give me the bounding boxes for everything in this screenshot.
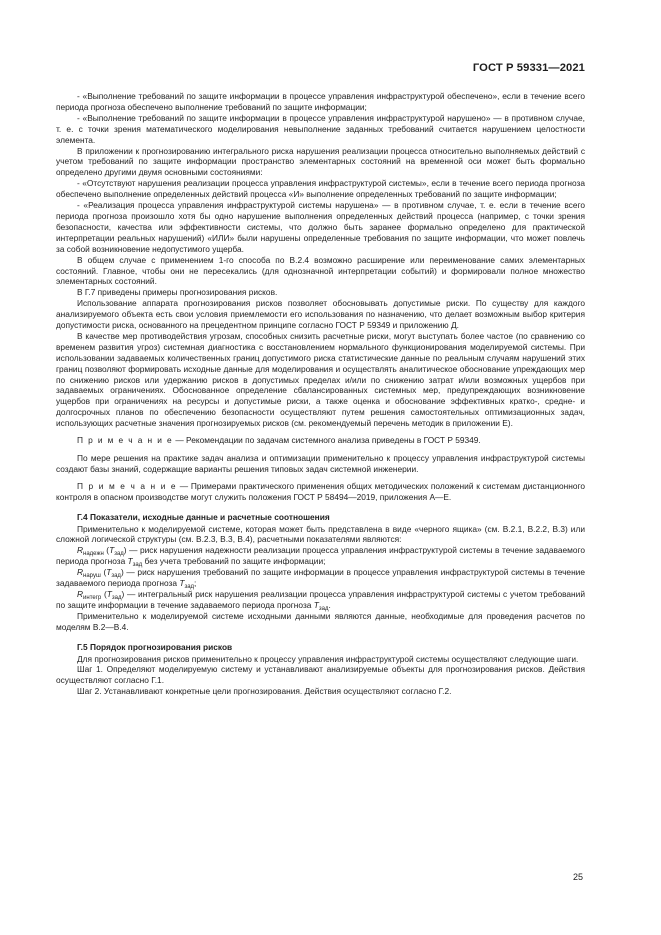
- indicator-item: $R_{интегр}$ $(T_{зад})$ — интегральный риск нарушения реализации процесса управления инфраструктурой системы с учетом требований по защите информации в течение задаваемого периода прогноза $T_{зад}$.: [56, 588, 585, 612]
- paragraph: В Г.7 приведены примеры прогнозирования рисков.: [77, 287, 278, 298]
- document-body: [56, 91, 585, 697]
- note: [56, 481, 585, 503]
- paragraph: - «Реализация процесса управления инфраструктурой системы нарушена» — в противном случае, т. е. если в течение всего периода прогноза произошло хотя бы одно нарушение выполнения определенных действий процесса (например, с точки зрения безопасности, качества или эффективности системы, что должно быть заранее формально определено для практической интерпретации реальных нарушений) «ИЛИ» были нарушены определенные требования по защите информации, что может повлечь за собой возникновение недопустимого ущерба.: [56, 200, 585, 254]
- note-label: П р и м е ч а н и е: [77, 480, 177, 491]
- paragraph: Использование аппарата прогнозирования рисков позволяет обосновывать допустимые риски. По существу для каждого анализируемого объекта есть свои условия приемлемости его использования по назначению, что делает возможным выбор критерия допустимости риска, основанного на прецедентном принципе согласно ГОСТ Р 59349 и приложению Д.: [56, 298, 585, 331]
- indicator-item: $R_{надежн}$ $(T_{зад})$ — риск нарушения надежности реализации процесса управления инфраструктурой системы в течение задаваемого периода прогноза $T_{зад}$ без учета требований по защите информации;: [56, 545, 585, 569]
- page-number: 25: [572, 872, 583, 882]
- paragraph: В общем случае с применением 1-го способа по В.2.4 возможно расширение или переименование самих элементарных состояний. Главное, чтобы они не пересекались (для однозначной интерпретации событий) и формировали полное множество элементарных состояний.: [56, 254, 585, 287]
- section-heading: Г.4 Показатели, исходные данные и расчетные соотношения: [77, 511, 330, 522]
- indicator-item: $R_{наруш}$ $(T_{зад})$ — риск нарушения требований по защите информации в процессе управления инфраструктурой системы в течение задаваемого периода прогноза $T_{зад}$;: [56, 567, 585, 591]
- paragraph: В приложении к прогнозированию интегрального риска нарушения реализации процесса относительно выполняемых действий с учетом требований по защите информации пространство элементарных состояний на временной оси может быть формально определено другими двумя основными состояниями:: [56, 145, 585, 178]
- paragraph: В качестве мер противодействия угрозам, способных снизить расчетные риски, могут выступать более частое (по сравнению со временем развития угроз) системная диагностика с восстановлением нормального функционирования моделируемой системы. При использовании задаваемых количественных границ допустимого риска статистические данные по реальным случаям нарушений этих границ позволяют формировать исходные данные для моделирования и осуществлять аналитическое обоснование упреждающих мер по снижению рисков или удержанию рисков в допустимых пределах и/или по снижению затрат и/или возможных ущербов при задаваемых ограничениях. Обоснованное определение сбалансированных системных мер, предупреждающих возникновение ущербов при ограничениях на ресурсы и допустимые риски, а также оценка и обоснование эффективных кратко-, средне- и долгосрочных планов по обеспечению безопасности осуществляют путем решения самостоятельных оптимизационных задач, использующих расчетные значения прогнозируемых рисков (см. рекомендуемый перечень методик в приложении Е).: [56, 330, 585, 429]
- paragraph: Применительно к моделируемой системе исходными данными являются данные, необходимые для проведения расчетов по моделям В.2—В.4.: [56, 610, 585, 632]
- paragraph: Применительно к моделируемой системе, которая может быть представлена в виде «черного ящика» (см. В.2.1, В.2.2, В.3) или сложной логической структуры (см. В.2.3, В.3, В.4), расчетными показателями являются:: [56, 523, 585, 545]
- note-text: — Рекомендации по задачам системного анализа приведены в ГОСТ Р 59349.: [173, 435, 481, 446]
- step-item: Шаг 1. Определяют моделируемую систему и устанавливают анализируемые объекты для прогнозирования рисков. Действия осуществляют согласно Г.1.: [56, 664, 585, 686]
- paragraph: Для прогнозирования рисков применительно к процессу управления инфраструктурой системы осуществляют следующие шаги.: [77, 653, 579, 664]
- section-heading: Г.5 Порядок прогнозирования рисков: [77, 641, 233, 652]
- step-item: Шаг 2. Устанавливают конкретные цели прогнозирования. Действия осуществляют согласно Г.2.: [77, 686, 452, 697]
- note-label: П р и м е ч а н и е: [77, 435, 174, 446]
- paragraph: - «Выполнение требований по защите информации в процессе управления инфраструктурой обеспечено», если в течение всего периода прогноза обеспечено выполнение требований по защите информации;: [56, 91, 585, 112]
- paragraph: - «Отсутствуют нарушения реализации процесса управления инфраструктурой системы», если в течение всего периода прогноза обеспечено выполнение определенных действий процесса «И» выполнение определенных требований по защите информации;: [56, 178, 585, 200]
- note: [56, 435, 585, 446]
- paragraph: По мере решения на практике задач анализа и оптимизации применительно к процессу управления инфраструктурой системы создают базы знаний, содержащие варианты решения типовых задач системной инженерии.: [56, 453, 585, 474]
- paragraph: - «Выполнение требований по защите информации в процессе управления инфраструктурой нарушено» — в противном случае, т. е. с точки зрения математического моделирования невыполнение заданных требований считается нарушением целостности элемента.: [56, 112, 585, 145]
- standard-designation: ГОСТ Р 59331—2021: [472, 62, 585, 74]
- note-text: — Примерами практического применения общих методических положений к системам дистанционного контроля в опасном производстве могут служить положения ГОСТ Р 58494—2019, приложения А—Е.: [56, 480, 585, 502]
